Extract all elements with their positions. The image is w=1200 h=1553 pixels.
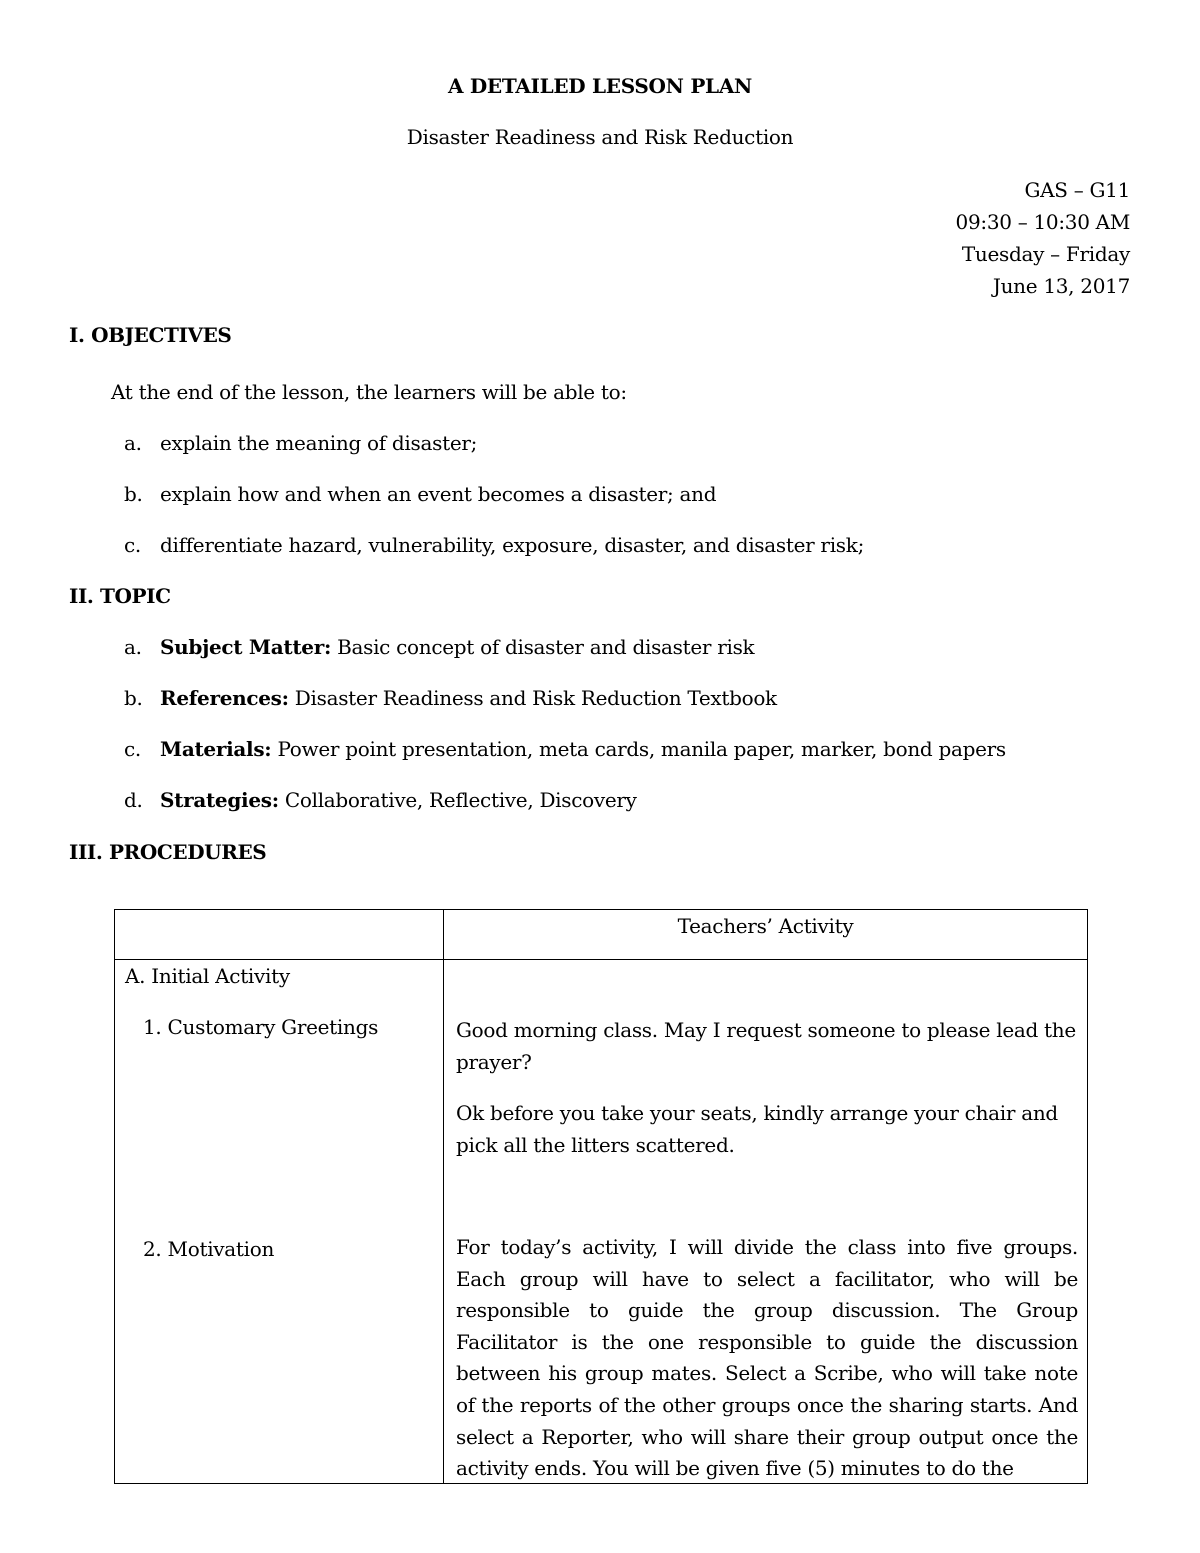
list-marker: c.	[124, 737, 141, 761]
topic-text: Basic concept of disaster and disaster risk	[331, 635, 755, 659]
objective-item	[124, 482, 716, 506]
list-marker: c.	[124, 533, 141, 557]
topic-item	[124, 788, 637, 812]
procedures-heading: III. PROCEDURES	[69, 840, 267, 864]
greetings-paragraph-2: Ok before you take your seats, kindly arrange your chair and pick all the litters scattered.	[456, 1101, 1058, 1157]
topic-item	[124, 737, 1006, 761]
class-section: GAS – G11	[1024, 178, 1130, 202]
objective-text: differentiate hazard, vulnerability, exposure, disaster, and disaster risk;	[160, 533, 865, 557]
topic-heading: II. TOPIC	[69, 584, 171, 608]
list-marker: b.	[124, 686, 143, 710]
greetings-paragraph-1: Good morning class. May I request someone to please lead the prayer?	[456, 1018, 1076, 1074]
objectives-heading: I. OBJECTIVES	[69, 323, 232, 347]
step-motivation: 2. Motivation	[143, 1237, 275, 1261]
step-initial-activity: A. Initial Activity	[125, 964, 290, 988]
topic-label: Materials:	[160, 737, 272, 761]
document-title: A DETAILED LESSON PLAN	[447, 74, 753, 98]
class-days: Tuesday – Friday	[961, 242, 1130, 266]
class-info-block	[956, 174, 1130, 302]
class-date: June 13, 2017	[992, 274, 1130, 298]
table-cell-teachers-activity	[444, 960, 1088, 1484]
table-header-left	[115, 910, 444, 960]
document-subtitle: Disaster Readiness and Risk Reduction	[406, 125, 794, 149]
list-marker: a.	[124, 635, 142, 659]
list-marker: d.	[124, 788, 143, 812]
step-customary-greetings: 1. Customary Greetings	[143, 1015, 379, 1039]
class-time: 09:30 – 10:30 AM	[955, 210, 1130, 234]
list-marker: a.	[124, 431, 142, 455]
topic-item	[124, 686, 777, 710]
objective-text: explain how and when an event becomes a disaster; and	[160, 482, 717, 506]
objective-item	[124, 533, 864, 557]
motivation-paragraph: For today’s activity, I will divide the class into five groups. Each group will have to select a facilitator, who will be responsible to guide the group discussion. The Group Facilitator is the one responsible to guide the discussion between his group mates. Select a Scribe, who will take note of the reports of the other groups once the sharing starts. And select a Reporter, who will share their group output once the activity ends. You will be given five (5) minutes to do the	[456, 1235, 1078, 1481]
topic-label: Subject Matter:	[160, 635, 332, 659]
topic-text: Power point presentation, meta cards, manila paper, marker, bond papers	[271, 737, 1006, 761]
table-header-row	[115, 910, 1088, 960]
topic-text: Collaborative, Reflective, Discovery	[278, 788, 637, 812]
table-row	[115, 960, 1088, 1484]
table-cell-steps	[115, 960, 444, 1484]
table-header-teachers-activity: Teachers’ Activity	[444, 910, 1088, 960]
list-marker: b.	[124, 482, 143, 506]
objective-text: explain the meaning of disaster;	[160, 431, 478, 455]
topic-label: Strategies:	[160, 788, 279, 812]
topic-label: References:	[160, 686, 289, 710]
procedures-table	[114, 909, 1088, 1484]
objective-item	[124, 431, 477, 455]
topic-text: Disaster Readiness and Risk Reduction Textbook	[288, 686, 777, 710]
objectives-intro: At the end of the lesson, the learners will be able to:	[111, 380, 627, 404]
topic-item	[124, 635, 754, 659]
